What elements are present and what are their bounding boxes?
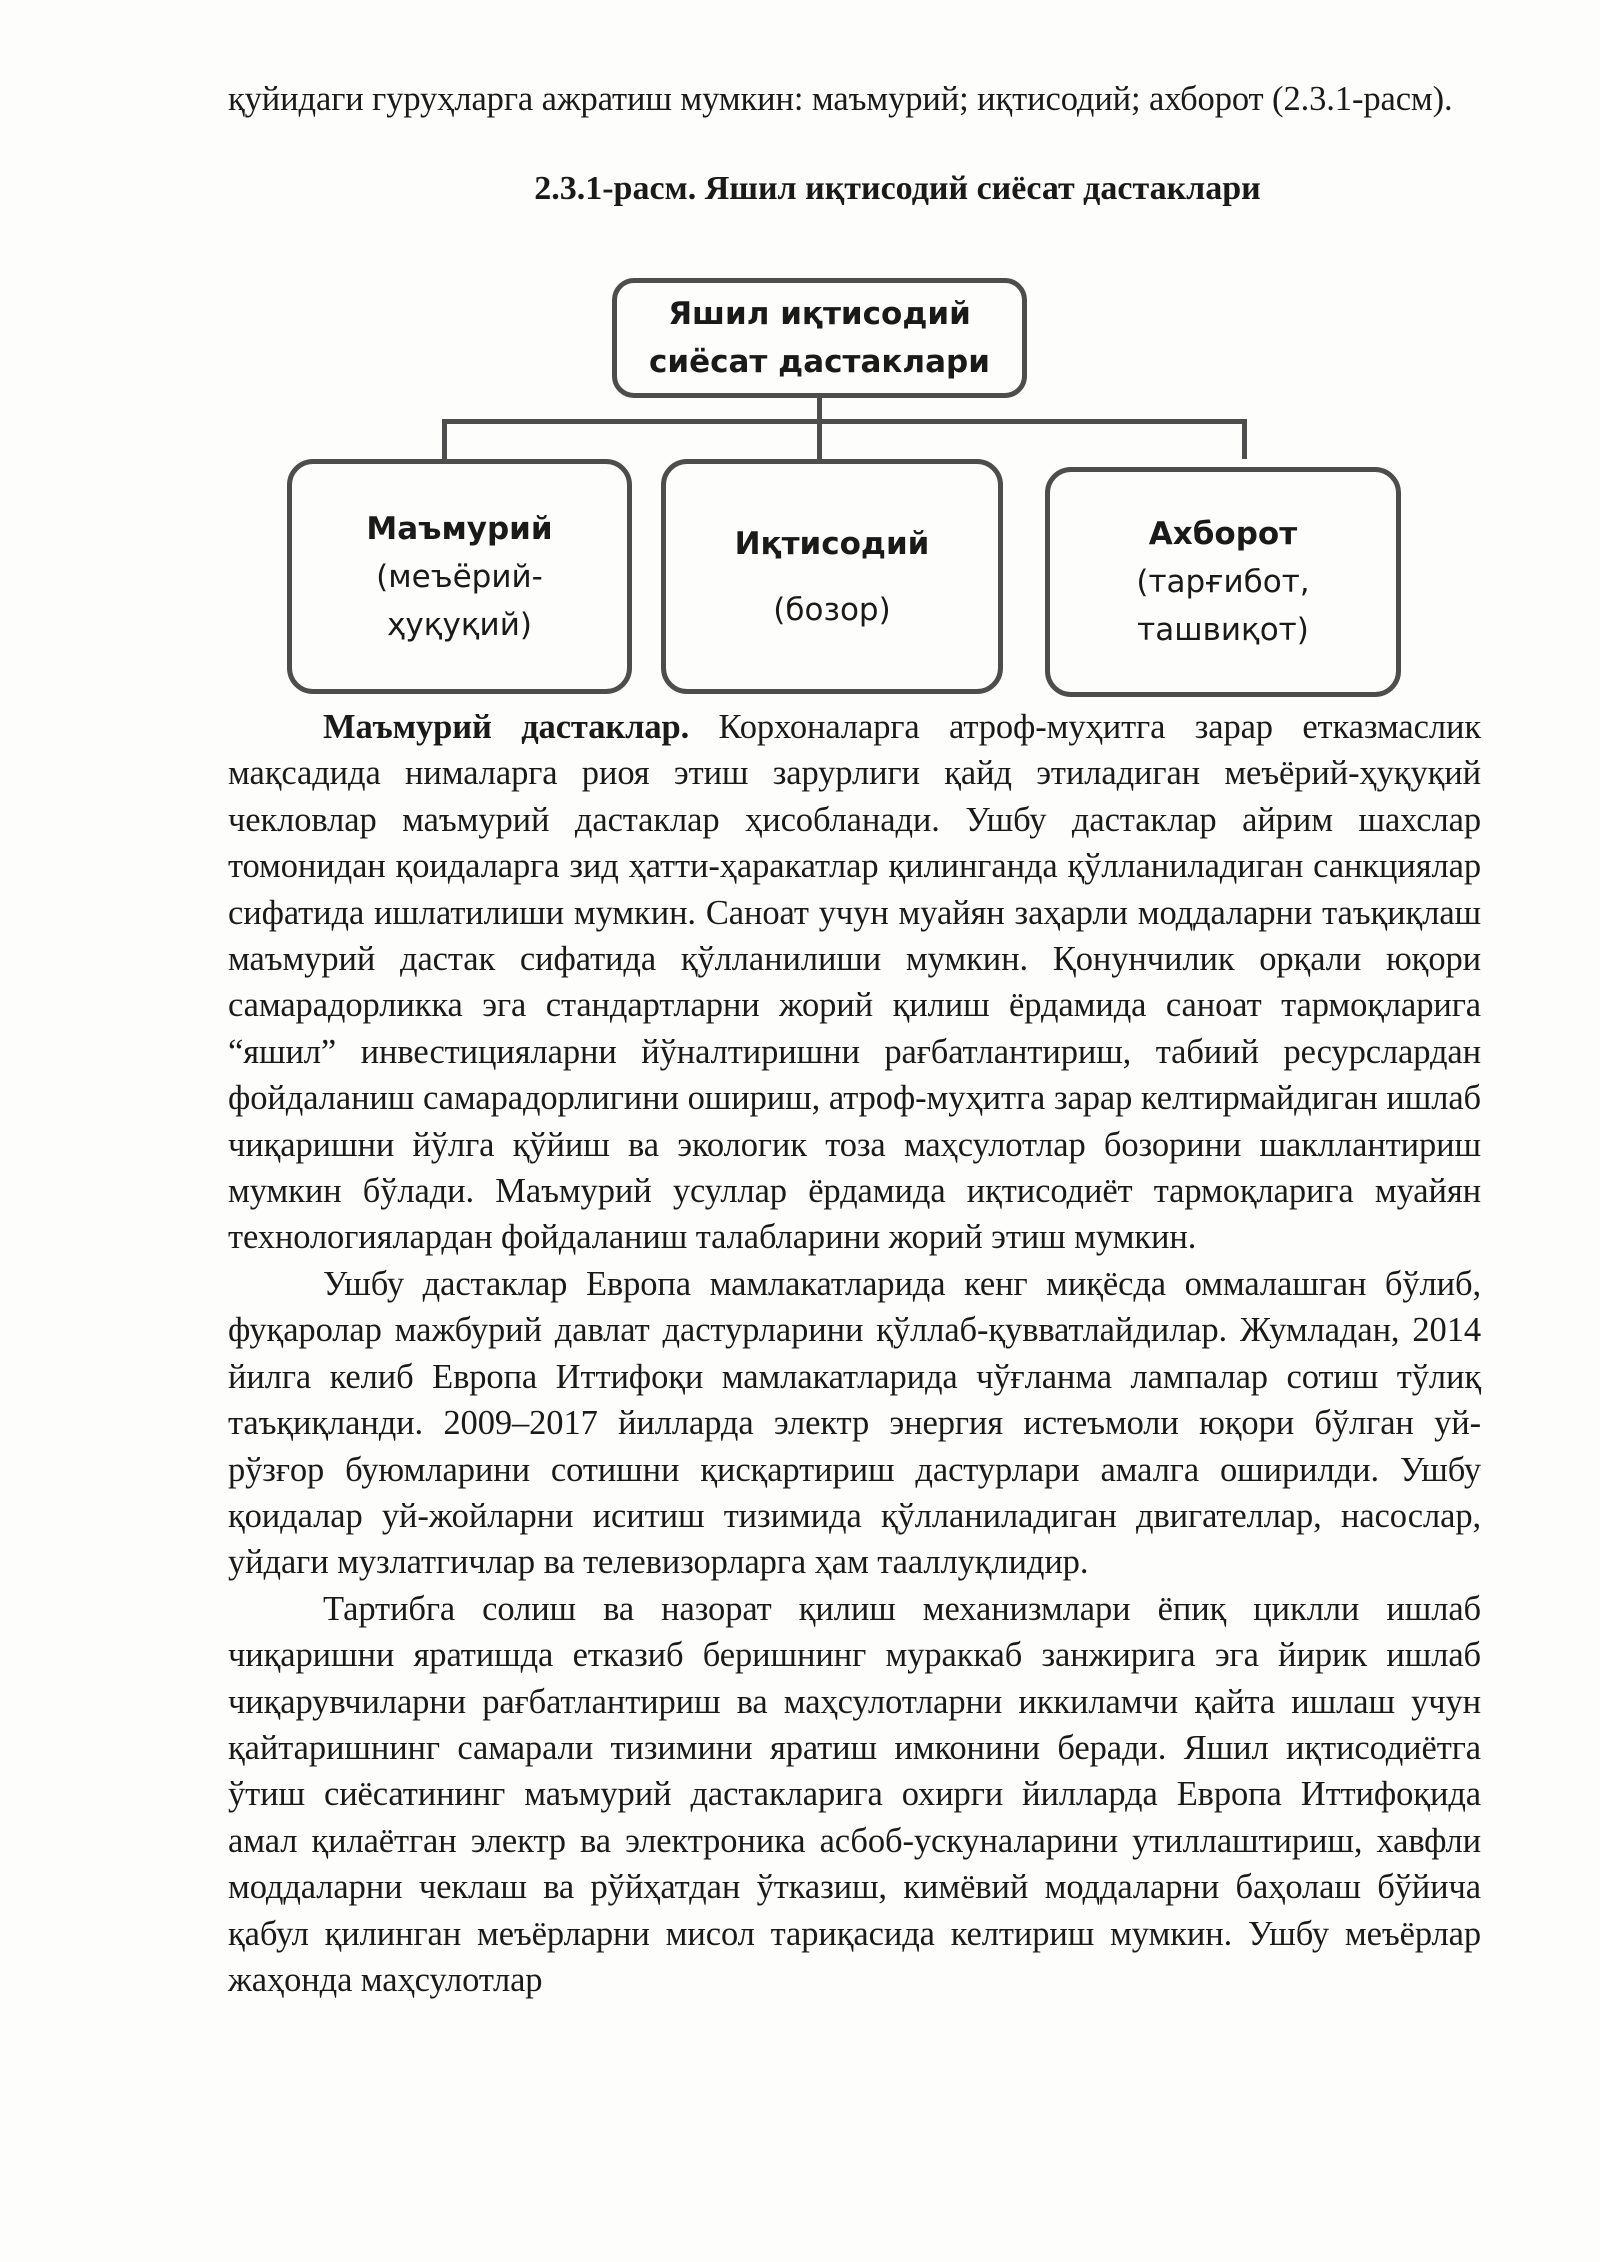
connector-middle (817, 419, 822, 459)
box-information-sub2: ташвиқот) (1137, 612, 1309, 648)
intro-text: қуйидаги гуруҳларга ажратиш мумкин: маъмурий; иқтисодий; ахборот (2.3.1-расм). (228, 80, 1453, 118)
connector-left (442, 419, 447, 459)
root-line2: сиёсат дастаклари (649, 344, 990, 380)
root-line1: Яшил иқтисодий (668, 296, 971, 332)
box-economic-title: Иқтисодий (734, 525, 930, 562)
figure-caption: 2.3.1-расм. Яшил иқтисодий сиёсат дастаклари (534, 170, 1261, 207)
connector-horizontal (442, 419, 1247, 424)
paragraph-regulation: Тартибга солиш ва назорат қилиш механизмлари ёпиқ циклли ишлаб чиқаришни яратишда етказиб беришнинг мураккаб занжирига эга йирик ишлаб чиқарувчиларни рағбатлантириш ва маҳсулотларни иккиламчи қайта ишлаш учун қайтаришнинг самарали тизимини яратиш имконини беради. Яшил иқтисодиётга ўтиш сиёсатининг маъмурий дастакларига охирги йилларда Европа Иттифоқида амал қилаётган электр ва электроника асбоб-ускуналарини утиллаштириш, хавфли моддаларни чеклаш ва рўйҳатдан ўтказиш, кимёвий моддаларни баҳолаш бўйича қабул қилинган меъёрларни мисол тариқасида келтириш мумкин. Ушбу меъёрлар жаҳонда маҳсулотлар (228, 1589, 1481, 1999)
box-administrative-sub2: ҳуқуқий) (387, 606, 532, 643)
paragraph-administrative-body: Корхоналарга атроф-муҳитга зарар етказмаслик мақсадида нималарга риоя этиш зарурлиги қайд этиладиган меъёрий-ҳуқуқий чекловлар маъмурий дастаклар ҳисобланади. Ушбу дастаклар айрим шахслар томонидан қоидаларга зид ҳатти-ҳаракатлар қилинганда қўлланиладиган санкциялар сифатида ишлатилиши мумкин. Саноат учун муайян заҳарли моддаларни таъқиқлаш маъмурий дастак сифатида қўлланилиши мумкин. Қонунчилик орқали юқори самарадорликка эга стандартларни жорий қилиш ёрдамида саноат тармоқларига “яшил” инвестицияларни йўналтиришни рағбатлантириш, табиий ресурслардан фойдаланиш самарадорлигини ошириш, атроф-муҳитга зарар келтирмайдиган ишлаб чиқаришни йўлга қўйиш ва экологик тоза маҳсулотлар бозорини шакллантириш мумкин бўлади. Маъмурий усуллар ёрдамида иқтисодиёт тармоқларига муайян технологиялардан фойдаланиш талабларини жорий этиш мумкин. (228, 708, 1481, 1257)
paragraph-lead-title: Маъмурий дастаклар. (323, 708, 690, 746)
paragraph-administrative (228, 704, 1481, 1261)
box-administrative-title: Маъмурий (366, 510, 553, 547)
body-text (228, 704, 1481, 2003)
diagram-box-administrative (287, 459, 632, 694)
diagram-root-box (612, 278, 1027, 398)
diagram-box-economic (661, 459, 1003, 694)
box-administrative-sub1: (меъёрий- (376, 558, 543, 595)
paragraph-europe: Ушбу дастаклар Европа мамлакатларида кенг миқёсда оммалашган бўлиб, фуқаролар мажбурий давлат дастурларини қўллаб-қувватлайдилар. Жумладан, 2014 йилга келиб Европа Иттифоқи мамлакатларида чўғланма лампалар сотиш тўлиқ таъқиқланди. 2009–2017 йилларда электр энергия истеъмоли юқори бўлган уй-рўзғор буюмларини сотишни қисқартириш дастурлари амалга оширилди. Ушбу қоидалар уй-жойларни иситиш тизимида қўлланиладиган двигателлар, насослар, уйдаги музлатгичлар ва телевизорларга ҳам тааллуқлидир. (228, 1264, 1481, 1582)
box-information-sub1: (тарғибот, (1136, 564, 1310, 600)
connector-right (1242, 419, 1247, 459)
connector-root-down (817, 395, 822, 423)
intro-paragraph (228, 76, 1481, 122)
diagram-box-information (1045, 467, 1401, 697)
box-information-title: Ахборот (1148, 516, 1298, 552)
box-economic-sub1: (бозор) (773, 591, 891, 628)
